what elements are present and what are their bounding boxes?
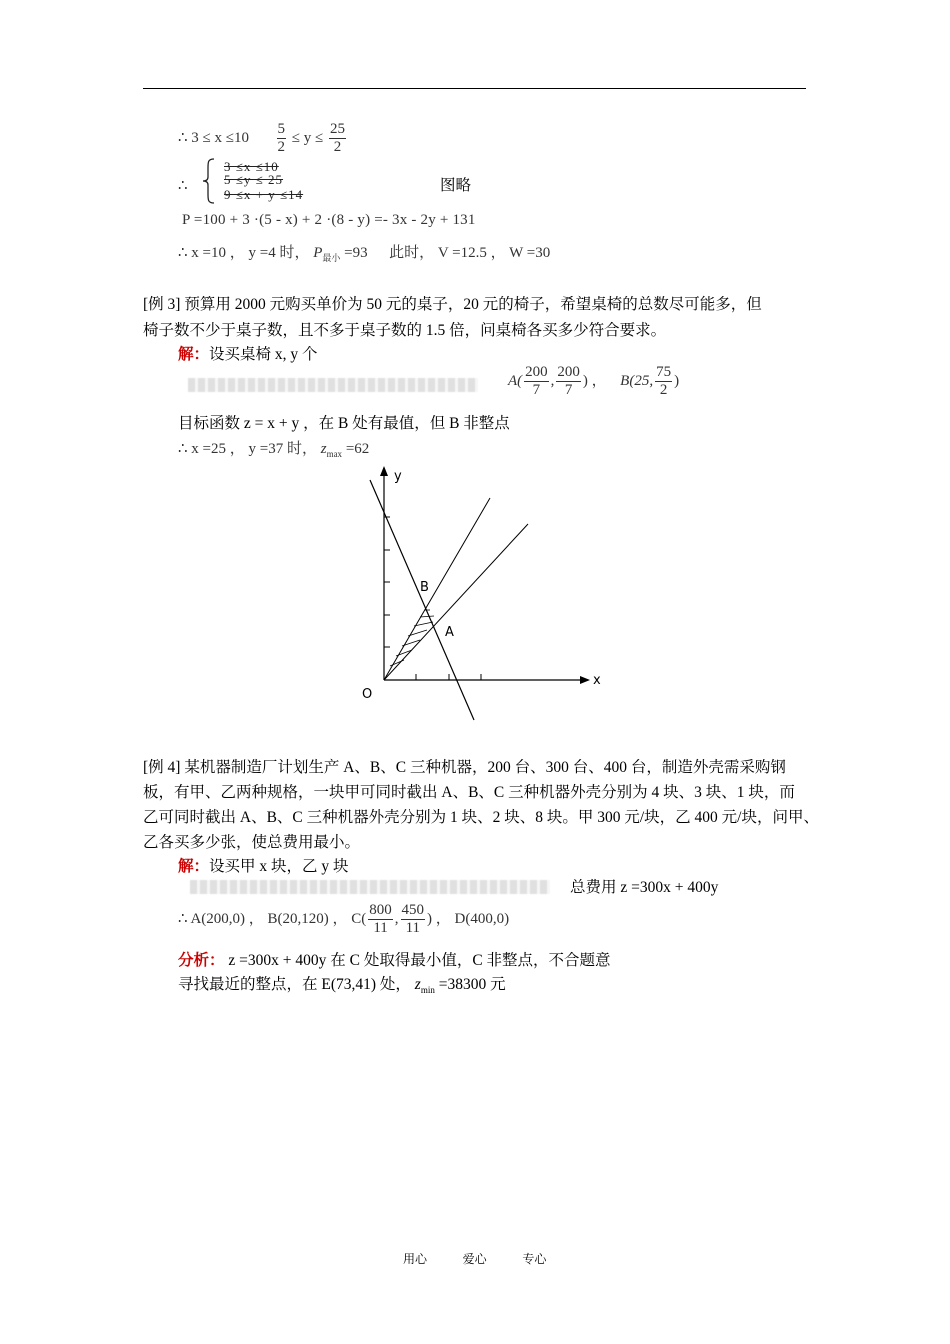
- footer-item: 专心: [522, 1252, 547, 1266]
- inequality-system: [224, 160, 303, 201]
- fraction-a-x: [524, 364, 549, 399]
- frac-num: 200: [557, 364, 580, 380]
- result-prefix: ∴ x =10 ， y =4 时，: [178, 245, 310, 261]
- frac-num: 200: [525, 364, 548, 380]
- point-b-close: ): [674, 372, 680, 389]
- z-symbol: z: [320, 441, 327, 457]
- ex4-problem-line-2: 板，有甲、乙两种规格，一块甲可同时截出 A、B、C 三种机器外壳分别为 4 块、3 块、1 块，而: [143, 784, 795, 801]
- fraction-b-y: [655, 364, 672, 399]
- ex4-problem-line-1: [例 4] 某机器制造厂计划生产 A、B、C 三种机器，200 台、300 台、400 台，制造外壳需采购钢: [143, 759, 786, 776]
- system-line-3: 9 ≤x + y ≤14: [224, 187, 304, 202]
- ex3-solution-line: [178, 344, 318, 366]
- therefore-symbol: ∴: [178, 178, 188, 194]
- system-line-2: 5 ≤y ≤ 25: [224, 172, 284, 187]
- ex4-solution-line: [178, 856, 349, 878]
- x-axis-arrow: [580, 676, 590, 684]
- blurred-constraints-ex4: [190, 880, 550, 894]
- frac-den: 11: [373, 920, 388, 936]
- frac-den: 11: [405, 920, 421, 936]
- y-axis-label: y: [394, 469, 402, 484]
- comma: ,: [394, 910, 399, 927]
- z-subscript: min: [420, 985, 435, 996]
- ex3-vertices: [508, 364, 679, 399]
- feasible-region-graph: [350, 460, 620, 730]
- z-value: =38300 元: [434, 976, 506, 993]
- x-axis-label: x: [593, 673, 601, 688]
- z-value: =62: [342, 441, 370, 457]
- ex3-problem-line-2: 椅子数不少于桌子数，且不多于桌子数的 1.5 倍，问桌椅各买多少符合要求。: [143, 322, 667, 339]
- solution-label: 解：: [178, 858, 210, 875]
- frac-den: 2: [333, 139, 342, 155]
- frac-num: 450: [401, 902, 425, 918]
- point-b-graph-label: B: [420, 580, 429, 595]
- p-equation: P =100 + 3 ·(5 - x) + 2 ·(8 - y) =- 3x - 2y + 131: [182, 212, 476, 228]
- line-y-equals-1.5x: [384, 498, 490, 680]
- frac-num: 800: [369, 902, 392, 918]
- ex4-nearest-line: [178, 974, 506, 1001]
- ex4-problem-line-3: 乙可同时截出 A、B、C 三种机器外壳分别为 1 块、2 块、8 块。甲 300 元/块，乙 400 元/块，问甲、: [143, 809, 819, 826]
- footer-item: 用心: [403, 1252, 428, 1266]
- header-rule: [143, 88, 806, 89]
- system-brace: [202, 158, 216, 204]
- point-b-label: B(25,: [620, 372, 654, 389]
- point-a-graph-label: A: [445, 625, 454, 640]
- z-symbol: z: [414, 976, 421, 993]
- blurred-constraints-ex3: [188, 378, 478, 392]
- solution-label: 解：: [178, 346, 210, 363]
- fraction-twentyfive-halves: [329, 121, 346, 156]
- frac-num: 75: [656, 364, 672, 380]
- analysis-label: 分析：: [178, 952, 225, 969]
- point-a-label: A(: [508, 372, 523, 389]
- figure-omitted-note: 图略: [440, 177, 472, 194]
- fraction-a-y: [556, 364, 581, 399]
- p-value: =93: [340, 245, 368, 261]
- frac-den: 7: [532, 382, 541, 398]
- solution-text: 设买桌椅 x, y 个: [209, 346, 318, 363]
- ex4-analysis-line: [178, 950, 611, 972]
- point-a-close: ) ，: [582, 372, 607, 389]
- vertices-prefix: ∴ A(200,0) ， B(20,120) ， C(: [178, 910, 367, 927]
- analysis-text: z =300x + 400y 在 C 处取得最小值，C 非整点，不合题意: [224, 952, 611, 969]
- y-ineq-text: ≤ y ≤: [291, 129, 324, 146]
- origin-label: O: [362, 687, 373, 702]
- result-suffix: 此时， V =12.5 ， W =30: [389, 245, 551, 261]
- ex3-objective: 目标函数 z = x + y ，在 B 处有最值，但 B 非整点: [178, 415, 510, 432]
- nearest-prefix: 寻找最近的整点，在 E(73,41) 处，: [178, 976, 415, 993]
- comma: ,: [550, 372, 555, 389]
- frac-den: 2: [659, 382, 668, 398]
- z-subscript: max: [326, 449, 343, 459]
- fraction-c-x: [368, 902, 393, 937]
- p-result-line: [178, 241, 550, 264]
- p-subscript: 最小: [322, 253, 341, 263]
- p-symbol: P: [313, 245, 323, 261]
- ex4-problem-line-4: 乙各买多少张，使总费用最小。: [143, 834, 361, 851]
- line-y-equals-x: [384, 524, 528, 680]
- frac-den: 2: [277, 139, 286, 155]
- fraction-five-halves: [277, 121, 287, 156]
- fraction-c-y: [401, 902, 426, 937]
- footer-item: 爱心: [462, 1252, 487, 1266]
- ex3-answer: [178, 437, 369, 459]
- vertices-suffix: ) ， D(400,0): [427, 910, 510, 927]
- system-line-1: 3 ≤x ≤10: [224, 159, 279, 174]
- ex4-total-cost: 总费用 z =300x + 400y: [570, 879, 719, 896]
- footer: [403, 1250, 546, 1267]
- solution-text: 设买甲 x 块，乙 y 块: [209, 858, 349, 875]
- frac-num: 25: [329, 121, 345, 137]
- frac-num: 5: [277, 121, 286, 137]
- answer-prefix: ∴ x =25 ， y =37 时，: [178, 441, 321, 457]
- ex4-vertices: [178, 902, 509, 937]
- range-x-text: ∴ 3 ≤ x ≤10: [178, 129, 250, 146]
- y-axis-arrow: [380, 466, 388, 476]
- range-line: [178, 121, 348, 156]
- ex3-problem-line-1: [例 3] 预算用 2000 元购买单价为 50 元的桌子，20 元的椅子，希望桌椅的总数尽可能多，但: [143, 296, 762, 313]
- frac-den: 7: [564, 382, 573, 398]
